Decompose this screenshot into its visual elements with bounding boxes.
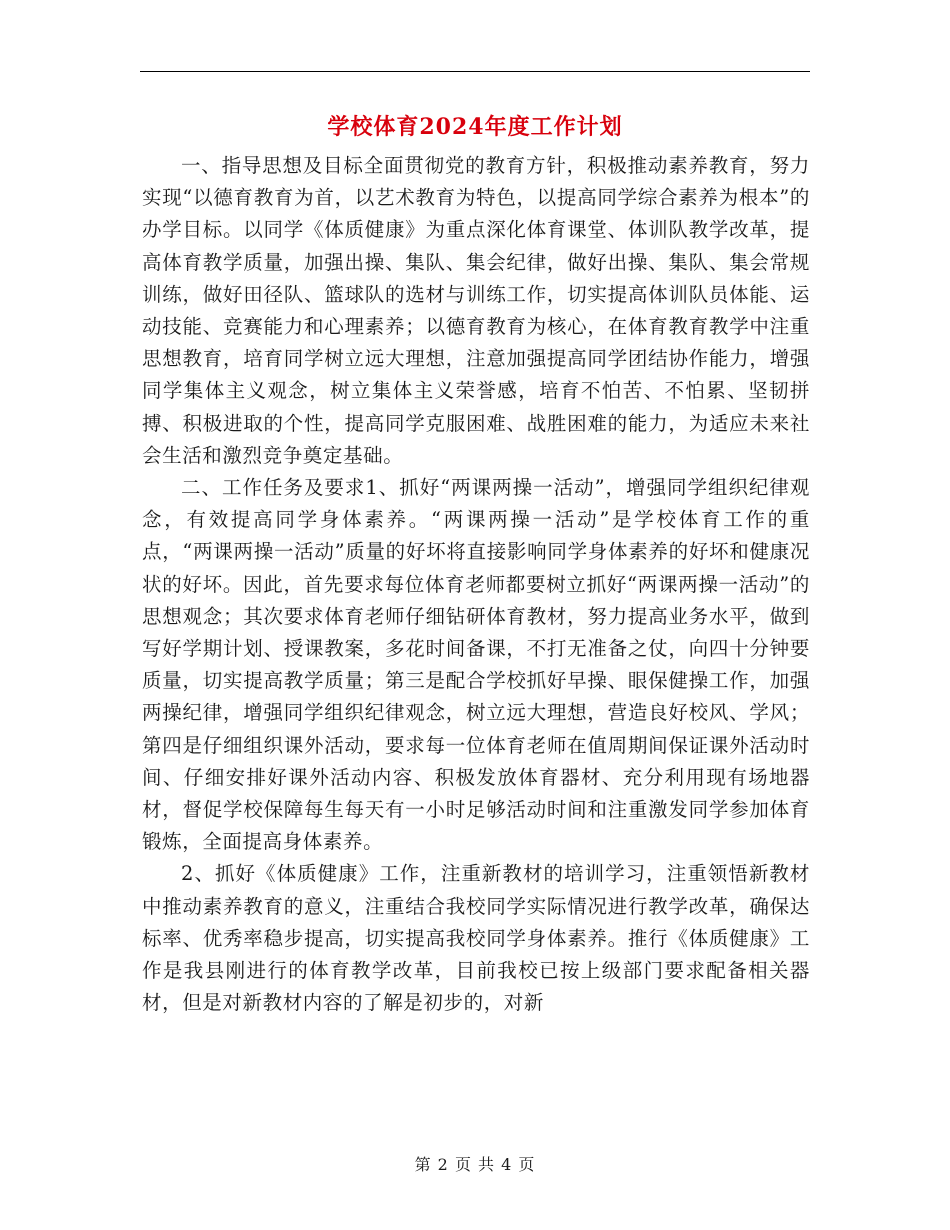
page-footer: 第 2 页 共 4 页: [414, 1155, 536, 1174]
paragraph-guiding-ideology: 一、指导思想及目标全面贯彻党的教育方针，积极推动素养教育，努力实现“以德育教育为首，以艺术教育为特色，以提高同学综合素养为根本”的办学目标。以同学《体质健康》为重点深化体育课堂、体训队教学改革，提高体育教学质量，加强出操、集队、集会纪律，做好出操、集队、集会常规训练，做好田径队、篮球队的选材与训练工作，切实提高体训队员体能、运动技能、竞赛能力和心理素养；以德育教育为核心，在体育教育教学中注重思想教育，培育同学树立远大理想，注意加强提高同学团结协作能力，增强同学集体主义观念，树立集体主义荣誉感，培育不怕苦、不怕累、坚韧拼搏、积极进取的个性，提高同学克服困难、战胜困难的能力，为适应未来社会生活和激烈竞争奠定基础。: [142, 154, 810, 467]
document-title: 学校体育2024年度工作计划: [327, 114, 623, 140]
header-rule: [140, 71, 810, 72]
paragraph-work-tasks: 二、工作任务及要求1、抓好“两课两操一活动”，增强同学组织纪律观念，有效提高同学身体素养。“两课两操一活动”是学校体育工作的重点，“两课两操一活动”质量的好坏将直接影响同学身体素养的好坏和健康况状的好坏。因此，首先要求每位体育老师都要树立抓好“两课两操一活动”的思想观念；其次要求体育老师仔细钻研体育教材，努力提高业务水平，做到写好学期计划、授课教案，多花时间备课，不打无准备之仗，向四十分钟要质量，切实提高教学质量；第三是配合学校抓好早操、眼保健操工作，加强两操纪律，增强同学组织纪律观念，树立远大理想，营造良好校风、学风；第四是仔细组织课外活动，要求每一位体育老师在值周期间保证课外活动时间、仔细安排好课外活动内容、积极发放体育器材、充分利用现有场地器材，督促学校保障每生每天有一小时足够活动时间和注重激发同学参加体育锻炼，全面提高身体素养。: [142, 476, 810, 854]
paragraph-physical-health: 2、抓好《体质健康》工作，注重新教材的培训学习，注重领悟新教材中推动素养教育的意义，注重结合我校同学实际情况进行教学改革，确保达标率、优秀率稳步提高，切实提高我校同学身体素养。推行《体质健康》工作是我县刚进行的体育教学改革，目前我校已按上级部门要求配备相关器材，但是对新教材内容的了解是初步的，对新: [142, 862, 810, 1015]
document-body: [142, 150, 810, 1019]
